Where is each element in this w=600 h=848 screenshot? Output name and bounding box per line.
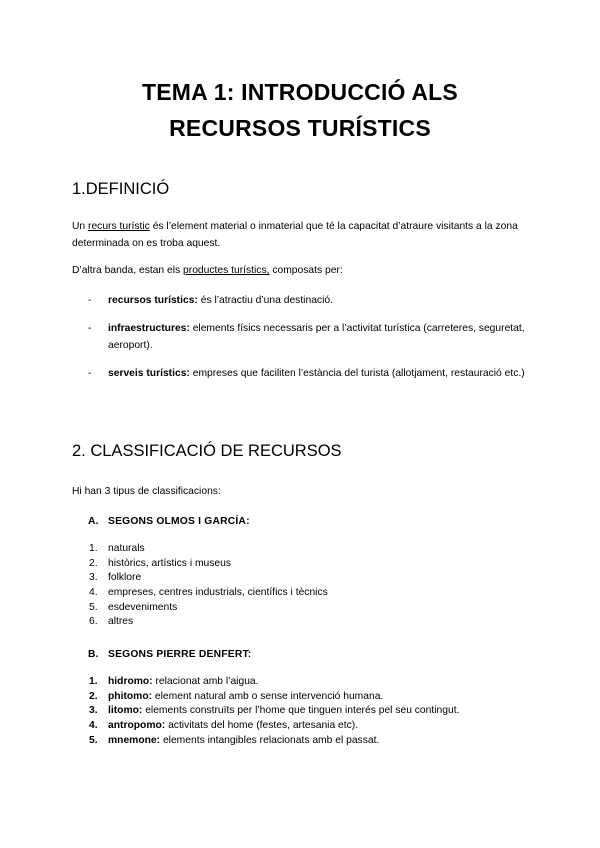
subheading-pierre-denfert [88, 646, 251, 663]
bullet-marker: - [88, 295, 92, 306]
list-number: 1. [89, 543, 98, 554]
list-number: 1. [89, 676, 98, 687]
list-term: antropomo: [108, 720, 166, 732]
list-number: 2. [89, 557, 98, 569]
para2-term: productes turístics, [183, 265, 270, 276]
para2-pre: D’altra banda, estan els [72, 265, 184, 276]
bullet-marker: - [88, 368, 92, 379]
title-line-1: TEMA 1: INTRODUCCIÓ ALS [142, 79, 458, 105]
section-heading-definicio: 1.DEFINICIÓ [72, 180, 170, 198]
list-number: 4. [89, 720, 98, 732]
subheading-title: SEGONS OLMOS I GARCÍA: [108, 516, 250, 527]
list-number: 4. [89, 587, 98, 599]
list-number: 6. [89, 616, 98, 628]
list-text: naturals [108, 543, 145, 554]
list-term: phitomo: [108, 690, 153, 702]
para2-post: composats per: [269, 265, 343, 276]
list-number: 3. [89, 705, 98, 717]
list-text: altres [108, 616, 134, 628]
bullet-text: és l’atractiu d’una destinació. [197, 295, 333, 306]
subheading-letter: A. [88, 516, 99, 527]
list-number: 5. [89, 601, 98, 613]
para1-term: recurs turístic [88, 221, 150, 232]
para1-pre: Un [72, 221, 89, 232]
bullet-item [108, 365, 538, 382]
list-text [108, 704, 459, 719]
list-number: 2. [89, 690, 98, 702]
list-text [108, 675, 259, 690]
title-line-2: RECURSOS TURÍSTICS [169, 115, 431, 141]
paragraph-products [72, 262, 532, 279]
bullet-term: recursos turístics: [108, 295, 198, 306]
list-desc: activitats del home (festes, artesania etc). [165, 720, 359, 732]
list-text [108, 690, 383, 705]
section-heading-classificacio: 2. CLASSIFICACIÓ DE RECURSOS [72, 442, 342, 460]
list-term: litomo: [108, 705, 143, 717]
paragraph-definition [72, 218, 532, 252]
list-desc: elements intangibles relacionats amb el passat. [160, 734, 380, 746]
list-text: històrics, artístics i museus [108, 557, 232, 569]
list-number: 5. [89, 734, 98, 746]
bullet-marker: - [88, 323, 92, 334]
list-text [108, 734, 379, 749]
list-term: mnemone: [108, 734, 161, 746]
list-text: esdeveniments [108, 601, 178, 613]
paragraph-intro: Hi han 3 tipus de classificacions: [72, 486, 221, 497]
list-text: folklore [108, 572, 142, 584]
list-term: hidromo: [108, 676, 153, 687]
subheading-olmos-garcia [88, 513, 250, 530]
bullet-item [108, 320, 538, 354]
list-text [108, 719, 358, 734]
list-text: empreses, centres industrials, científics i tècnics [108, 587, 328, 599]
bullet-term: infraestructures: [108, 323, 190, 334]
list-number: 3. [89, 572, 98, 584]
list-desc: elements construïts per l’home que tinguen interés pel seu contingut. [142, 705, 460, 717]
subheading-title: SEGONS PIERRE DENFERT: [108, 649, 252, 660]
list-desc: relacionat amb l’aigua. [152, 676, 259, 687]
subheading-letter: B. [88, 649, 99, 660]
bullet-text: elements físics necessaris per a l’activitat turística (carreteres, seguretat, aeroport). [108, 323, 525, 351]
bullet-text: empreses que faciliten l’estància del turista (allotjament, restauració etc.) [189, 368, 525, 379]
bullet-term: serveis turístics: [108, 368, 190, 379]
list-desc: element natural amb o sense intervenció humana. [152, 690, 384, 702]
page-title [0, 74, 600, 146]
bullet-item [108, 292, 538, 309]
para1-post: és l’element material o inmaterial que té la capacitat d’atraure visitants a la zona determinada on es troba aquest. [72, 221, 518, 249]
